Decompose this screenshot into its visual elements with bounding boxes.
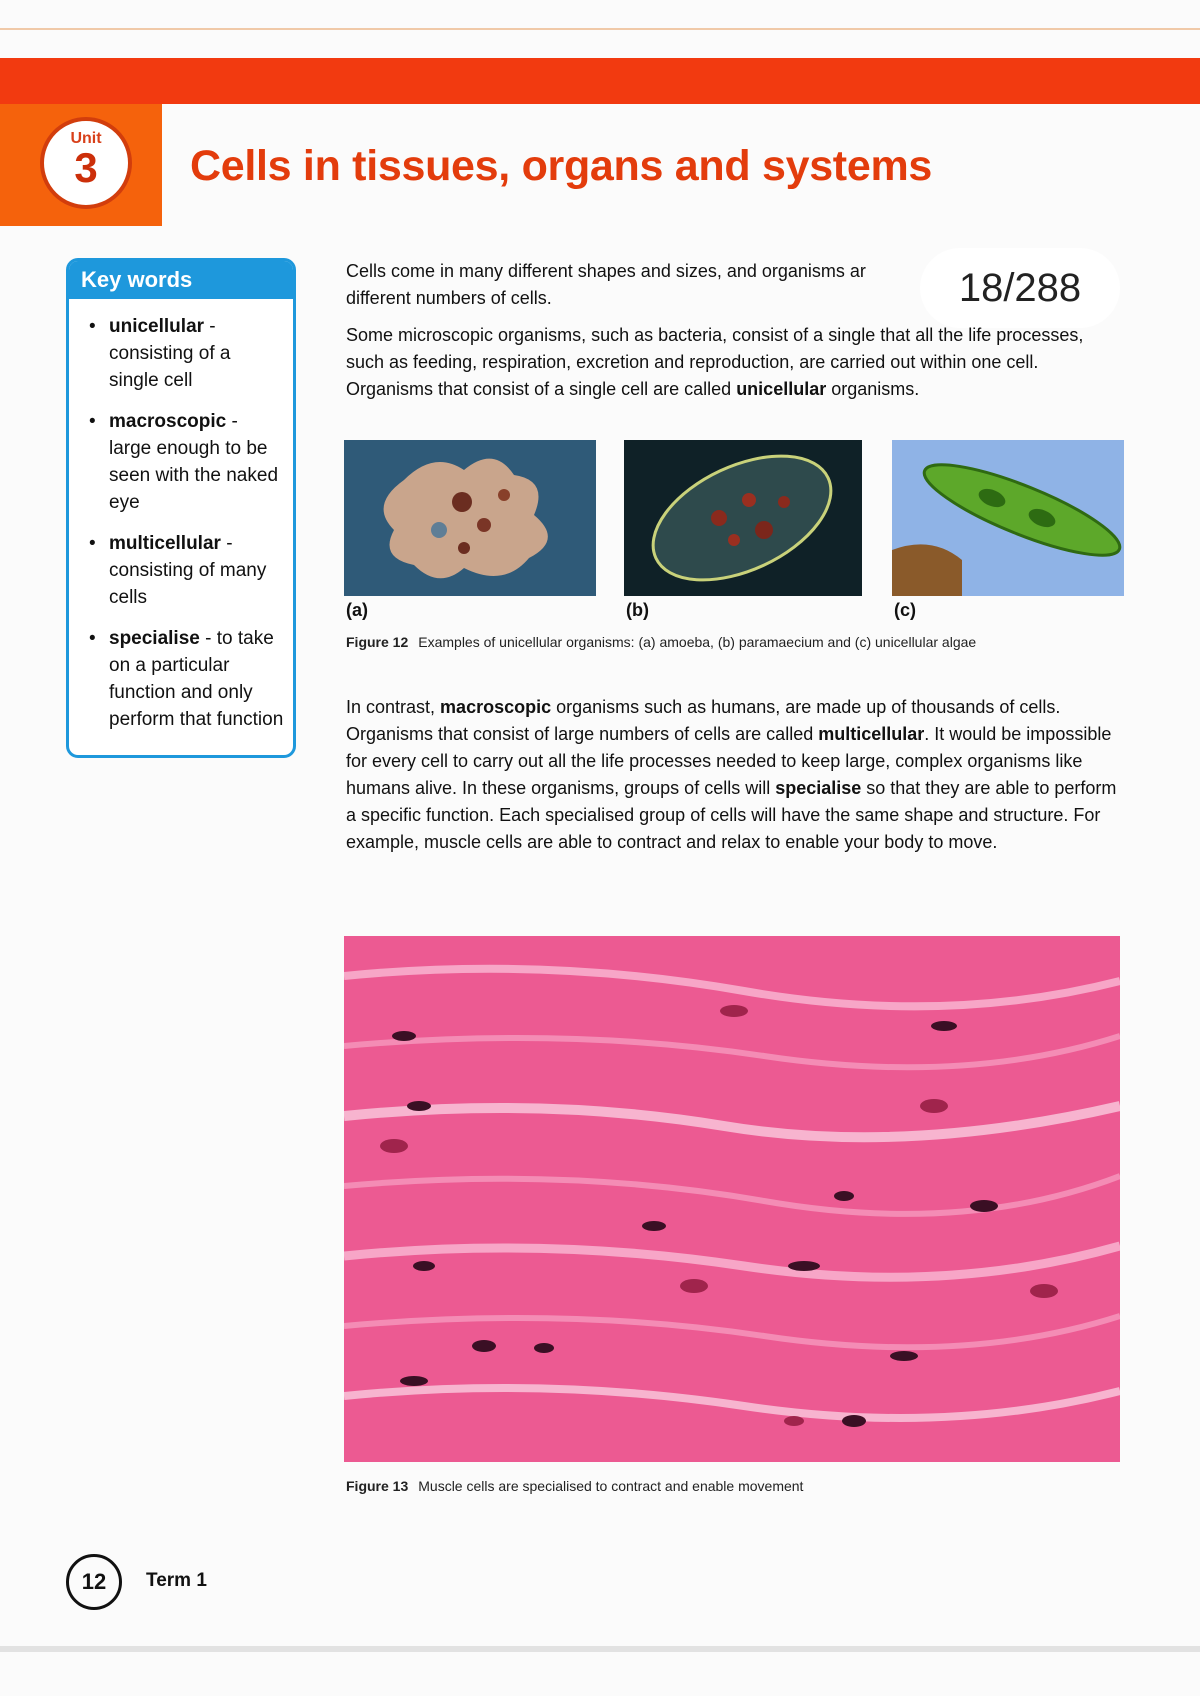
key-words-heading: Key words xyxy=(69,261,293,299)
para3-part-a: In contrast, xyxy=(346,697,441,717)
para3-part-e: so that they are able to perform a specific function. Each specialised group of cells will have the same shape and structure. For example, muscle cells are able to contract and relax to enable your body to move. xyxy=(346,778,1117,852)
muscle-cells-image xyxy=(344,936,1120,1462)
page-number: 12 xyxy=(66,1554,122,1610)
key-words-list xyxy=(69,299,293,733)
paramaecium-image xyxy=(624,440,862,596)
para2-part-b: that all the life processes, such as feeding, respiration, excretion and reproduction, are carried out within one cell. Organisms that consist of a single cell are called xyxy=(346,325,1084,399)
intro-line-2: different numbers of cells. xyxy=(346,288,552,308)
figure-label-a: (a) xyxy=(346,600,368,620)
key-word-item xyxy=(89,408,285,516)
term-unicellular: unicellular xyxy=(736,379,827,399)
para3-part-c: organisms such as humans, are made up of thousands of cells. Organisms that consist of large numbers of cells are called xyxy=(346,697,1061,744)
key-word-definition: - consisting of a single cell xyxy=(109,316,231,391)
top-rule xyxy=(0,28,1200,30)
bottom-rule xyxy=(0,1646,1200,1652)
key-word-item xyxy=(89,530,285,611)
header-bar xyxy=(0,58,1200,104)
key-word-item xyxy=(89,625,285,733)
intro-paragraph xyxy=(346,258,946,312)
term-multicellular: multicellular xyxy=(818,724,925,744)
page-counter-badge: 18/288 xyxy=(920,248,1120,328)
para3-part-d: . It would be impossible for every cell to carry out all the life processes needed to keep large, complex organisms like humans alive. In these organisms, groups of cells will xyxy=(346,724,1112,798)
multicellular-paragraph xyxy=(346,694,1126,856)
unit-label: Unit xyxy=(70,130,102,147)
figure-12-caption xyxy=(346,634,976,650)
key-word-definition: - large enough to be seen with the naked eye xyxy=(109,411,279,513)
key-word-definition: - consisting of many cells xyxy=(109,533,267,608)
unit-number: 3 xyxy=(74,144,98,191)
figure-label-b: (b) xyxy=(626,600,649,620)
key-word-definition: - to take on a particular function and only perform that function xyxy=(109,628,284,730)
figure-13-text: Muscle cells are specialised to contract and enable movement xyxy=(418,1478,804,1494)
key-word-term: macroscopic xyxy=(109,411,227,432)
figure-label-c: (c) xyxy=(894,600,916,620)
para2-part-a: Some microscopic organisms, such as bacteria, consist of a single xyxy=(346,325,881,345)
key-word-term: unicellular xyxy=(109,316,205,337)
amoeba-image xyxy=(344,440,596,596)
term-specialise: specialise xyxy=(775,778,862,798)
key-words-box xyxy=(66,258,296,758)
figure-13-caption xyxy=(346,1478,803,1494)
page-title: Cells in tissues, organs and systems xyxy=(190,142,932,190)
algae-image xyxy=(892,440,1124,596)
para2-part-c: organisms. xyxy=(826,379,920,399)
term-macroscopic: macroscopic xyxy=(440,697,552,717)
term-label: Term 1 xyxy=(146,1570,207,1591)
unicellular-paragraph xyxy=(346,322,1126,403)
key-word-item xyxy=(89,313,285,394)
key-word-term: specialise xyxy=(109,628,200,649)
figure-12-text: Examples of unicellular organisms: (a) amoeba, (b) paramaecium and (c) unicellular algae xyxy=(418,634,977,650)
key-word-term: multicellular xyxy=(109,533,221,554)
intro-line-1: Cells come in many different shapes and sizes, and organisms ar xyxy=(346,261,866,281)
figure-13-number: Figure 13 xyxy=(346,1478,409,1494)
figure-12-number: Figure 12 xyxy=(346,634,409,650)
unit-badge xyxy=(40,117,132,209)
